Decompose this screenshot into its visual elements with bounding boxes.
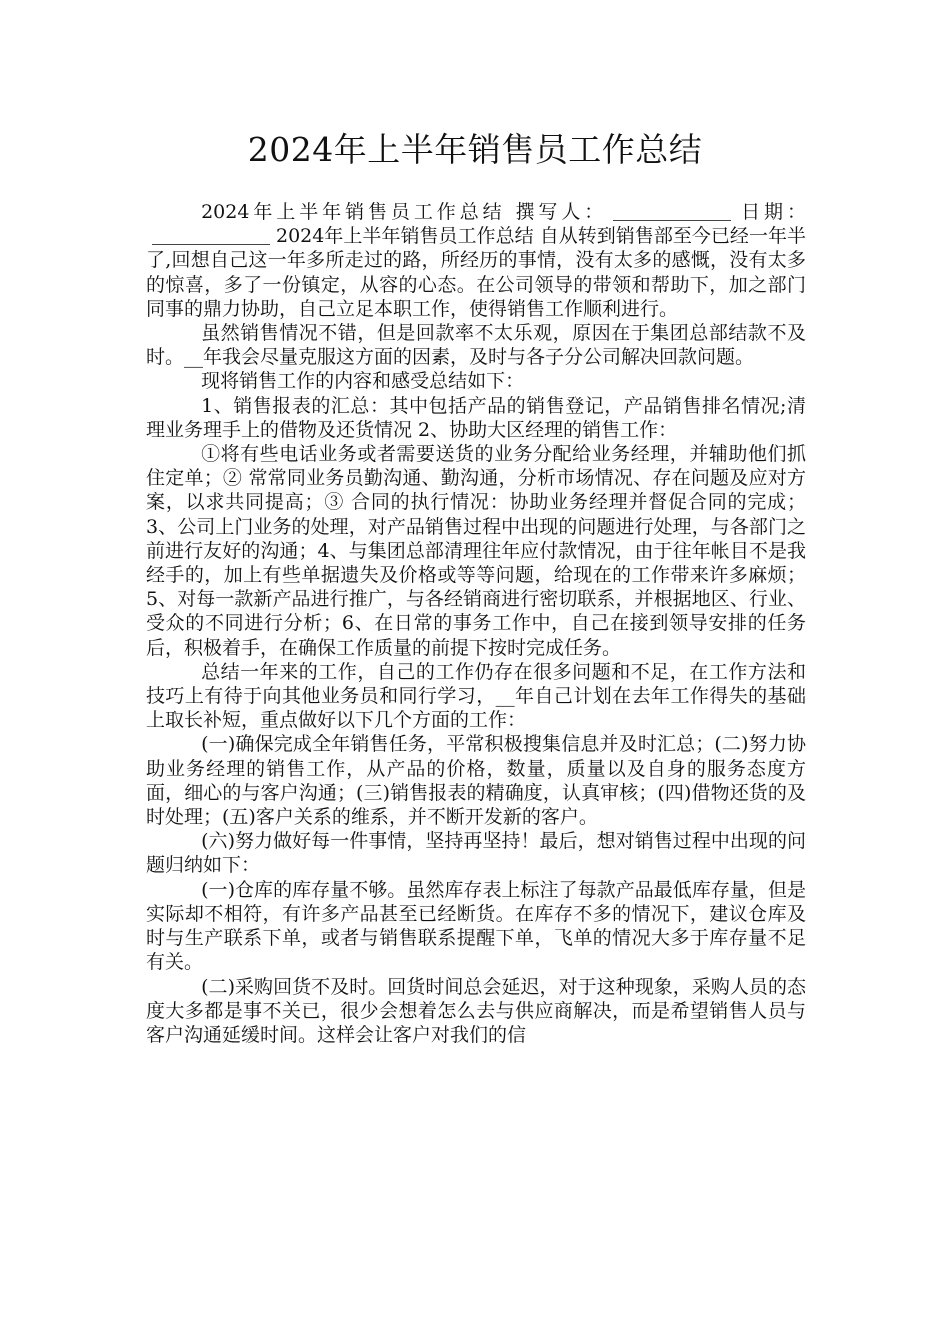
- paragraph-5: 总结一年来的工作，自己的工作仍存在很多问题和不足，在工作方法和技巧上有待于向其他业务员和同行学习，__年自己计划在去年工作得失的基础上取长补短，重点做好以下几个方面的工作：: [146, 660, 806, 732]
- header-prefix: 2024年上半年销售员工作总结 撰写人：: [201, 201, 608, 223]
- date-blank: [152, 226, 270, 245]
- date-label: 日期：: [737, 201, 806, 223]
- paragraph-4: ①将有些电话业务或者需要送货的业务分配给业务经理，并辅助他们抓住定单；② 常常同业务员勤沟通、勤沟通，分析市场情况、存在问题及应对方案，以求共同提高；③ 合同的执行情况：协助业务经理并督促合同的完成；3、公司上门业务的处理，对产品销售过程中出现的问题进行处理，与各部门之前进行友好的沟通；4、与集团总部清理往年应付款情况，由于往年帐目不是我经手的，加上有些单据遗失及价格或等等问题，给现在的工作带来许多麻烦；5、对每一款新产品进行推广，与各经销商进行密切联系，并根据地区、行业、受众的不同进行分析；6、在日常的事务工作中，自己在接到领导安排的任务后，积极着手，在确保工作质量的前提下按时完成任务。: [146, 443, 806, 659]
- paragraph-6: (一)确保完成全年销售任务，平常积极搜集信息并及时汇总；(二)努力协助业务经理的销售工作，从产品的价格，数量，质量以及自身的服务态度方面，细心的与客户沟通；(三)销售报表的精确度，认真审核；(四)借物还货的及时处理；(五)客户关系的维系，并不断开发新的客户。: [146, 733, 806, 829]
- paragraph-3: 1、销售报表的汇总：其中包括产品的销售登记，产品销售排名情况;清理业务理手上的借物及还货情况 2、协助大区经理的销售工作：: [146, 394, 806, 441]
- author-blank: [613, 202, 731, 221]
- header-suffix: 2024年上半年销售员工作总结 自从转到销售部至今已经一年半了,回想自己这一年多所走过的路，所经历的事情，没有太多的感慨，没有太多的惊喜，多了一份镇定，从容的心态。在公司领导的带领和帮助下，加之部门同事的鼎力协助，自己立足本职工作，使得销售工作顺利进行。: [146, 225, 806, 320]
- header-paragraph: [146, 200, 806, 321]
- paragraph-9: (二)采购回货不及时。回货时间总会延迟，对于这种现象，采购人员的态度大多都是事不关已，很少会想着怎么去与供应商解决，而是希望销售人员与客户沟通延缓时间。这样会让客户对我们的信: [146, 975, 806, 1046]
- document-body: [146, 200, 806, 1047]
- paragraph-2: 现将销售工作的内容和感受总结如下：: [201, 370, 525, 393]
- document-title: 2024年上半年销售员工作总结: [247, 130, 703, 169]
- paragraph-8: (一)仓库的库存量不够。虽然库存表上标注了每款产品最低库存量，但是实际却不相符，有许多产品甚至已经断货。在库存不多的情况下，建议仓库及时与生产联系下单，或者与销售联系提醒下单，飞单的情况大多于库存量不足有关。: [146, 878, 806, 974]
- paragraph-1: 虽然销售情况不错，但是回款率不太乐观，原因在于集团总部结款不及时。__年我会尽量克服这方面的因素，及时与各子分公司解决回款问题。: [146, 322, 806, 369]
- paragraph-7: (六)努力做好每一件事情，坚持再坚持！最后，想对销售过程中出现的问题归纳如下：: [146, 830, 806, 877]
